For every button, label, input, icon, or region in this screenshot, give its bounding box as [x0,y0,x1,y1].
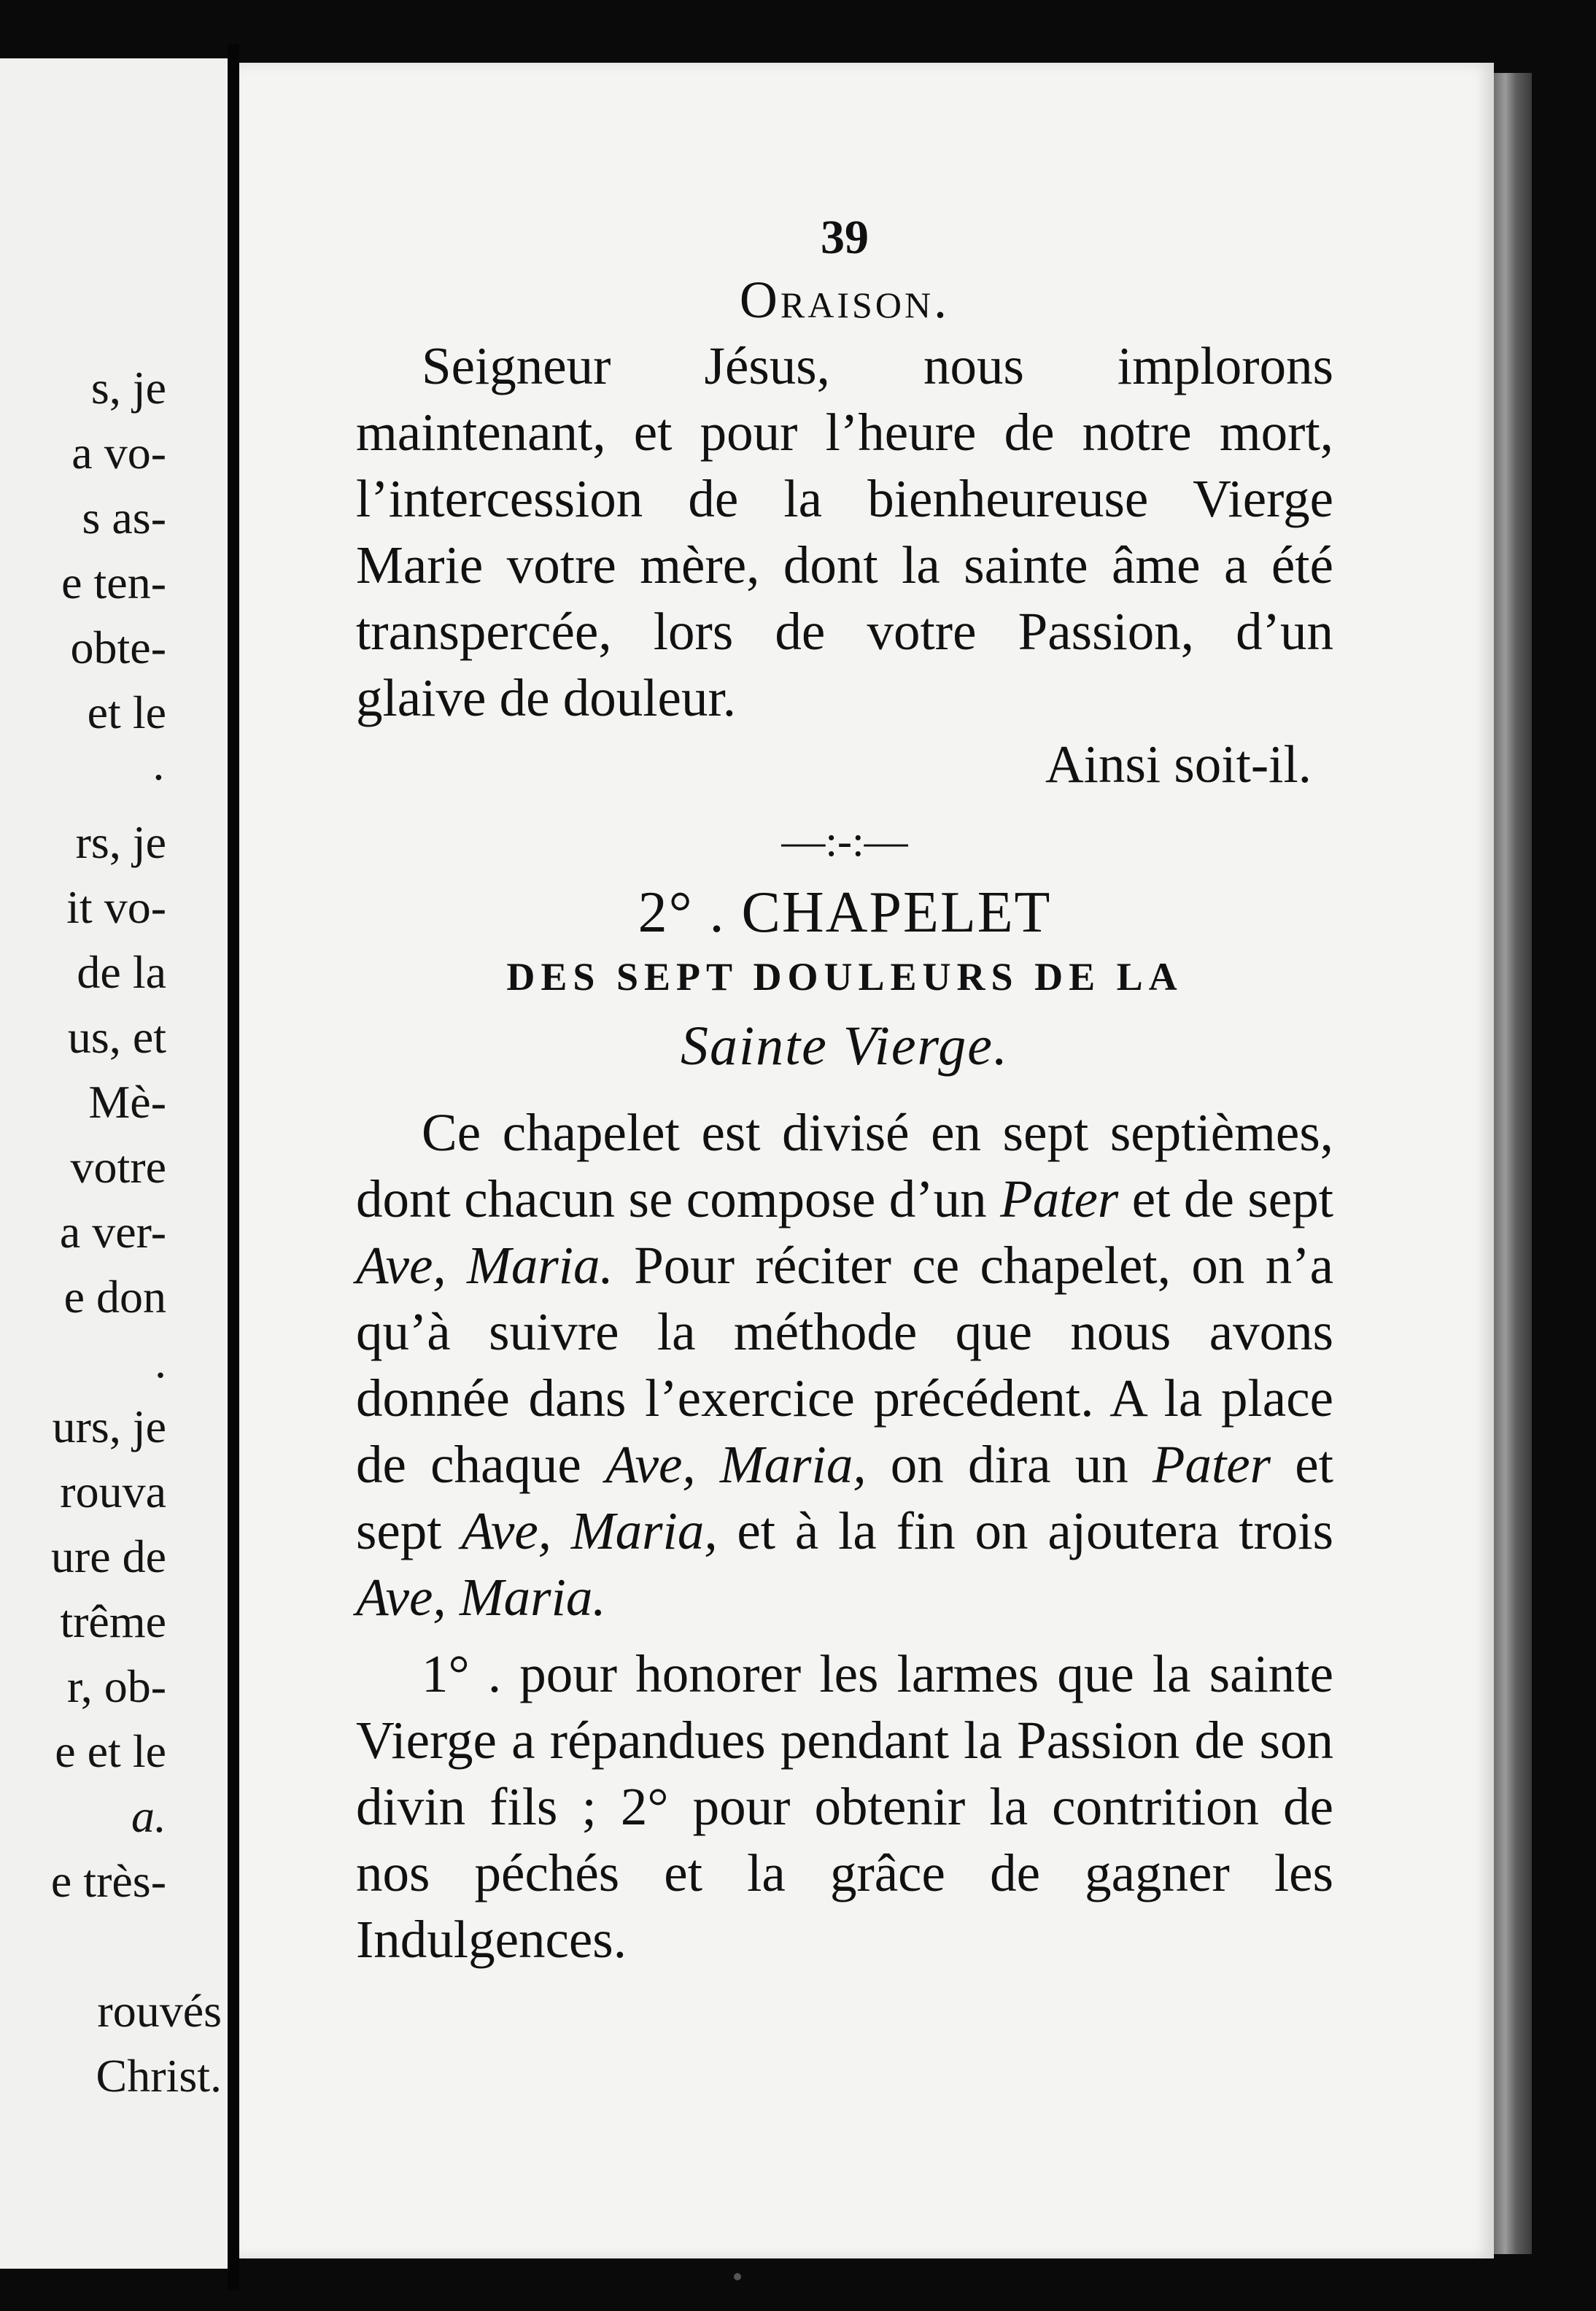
para2-text-2: et de sept [1118,1169,1333,1228]
left-page-line: trême [60,1595,166,1647]
ave-maria-word: Ave, Maria. [356,1568,606,1627]
section-separator: —:-:— [781,817,908,865]
left-page-line: urs, je [52,1401,166,1452]
amen-line: Ainsi soit-il. [1045,735,1312,794]
pater-word: Pater [1000,1169,1119,1228]
pater-word: Pater [1152,1435,1271,1494]
left-page-line: rs, je [75,816,166,868]
para2-text-6: et à la fin on ajoutera trois [717,1501,1333,1560]
left-page-line: rouva [60,1466,166,1517]
left-page-line: et le [87,686,166,738]
left-page-line: a vo- [71,427,166,479]
para2-text-1: Ce chapelet est divisé en sept septièmes, dont chacun se compose d’un [356,1103,1333,1228]
ave-maria-word: Ave, Maria, [605,1435,867,1494]
intentions-paragraph: 1° . pour honorer les larmes que la sainte Vierge a répandues pendant la Passion de son divin fils ; 2° pour obtenir la contrition de nos péchés et la grâce de gagner les Indulgences. [356,1644,1333,1969]
chapelet-description [356,1099,1333,1630]
ave-maria-word: Ave, Maria. [356,1236,613,1295]
chapelet-subtitle: DES SEPT DOULEURS DE LA [506,955,1183,999]
left-page-line: a. [131,1790,166,1842]
left-page-line: e et le [55,1725,166,1777]
left-page-line: e don [63,1271,166,1323]
chapelet-italic-title: Sainte Vierge. [680,1015,1010,1077]
book-gutter [228,44,239,2291]
left-page-line: votre [70,1141,166,1193]
left-page-line: rouvés [97,1985,222,2037]
para2-text-5: et sept [356,1435,1333,1560]
para2-text-3: Pour réciter ce chapelet, on n’a qu’à suivre la méthode que nous avons donnée dans l’exercice précédent. A la place de chaque [356,1236,1333,1494]
left-page-line: r, ob- [66,1660,166,1712]
left-page-line: a ver- [59,1206,166,1258]
page-number: 39 [821,211,869,264]
left-page-line: . [155,1336,166,1387]
left-page-line: e très- [50,1855,166,1907]
chapelet-title: 2° . CHAPELET [638,880,1052,945]
left-page-line: s, je [90,362,166,414]
page-edge-stack [1494,73,1532,2254]
ink-speck [734,2273,741,2280]
para2-text-4: on dira un [866,1435,1153,1494]
left-page-line: Christ. [96,2050,222,2102]
right-page [239,63,1494,2258]
left-page-line: de la [77,946,166,998]
left-page-line: · [150,751,166,803]
left-page-line: it vo- [66,881,166,933]
left-page-line: ure de [50,1530,166,1582]
left-page-line: us, et [67,1011,166,1063]
oraison-heading: Oraison. [739,271,950,329]
left-facing-page [0,58,231,2269]
ave-maria-word: Ave, Maria, [461,1501,718,1560]
left-page-line: e ten- [61,557,166,608]
left-page-line: Mè- [88,1076,166,1128]
oraison-text: Seigneur Jésus, nous implorons maintenant, et pour l’heure de notre mort, l’intercession de la bienheureuse Vierge Marie votre mère, dont la sainte âme a été transpercée, lors de votre Passion, d’un glaive de douleur. [356,336,1333,727]
page-content [356,209,1333,1973]
left-page-line: s as- [82,492,166,543]
left-page-line: obte- [70,622,166,673]
